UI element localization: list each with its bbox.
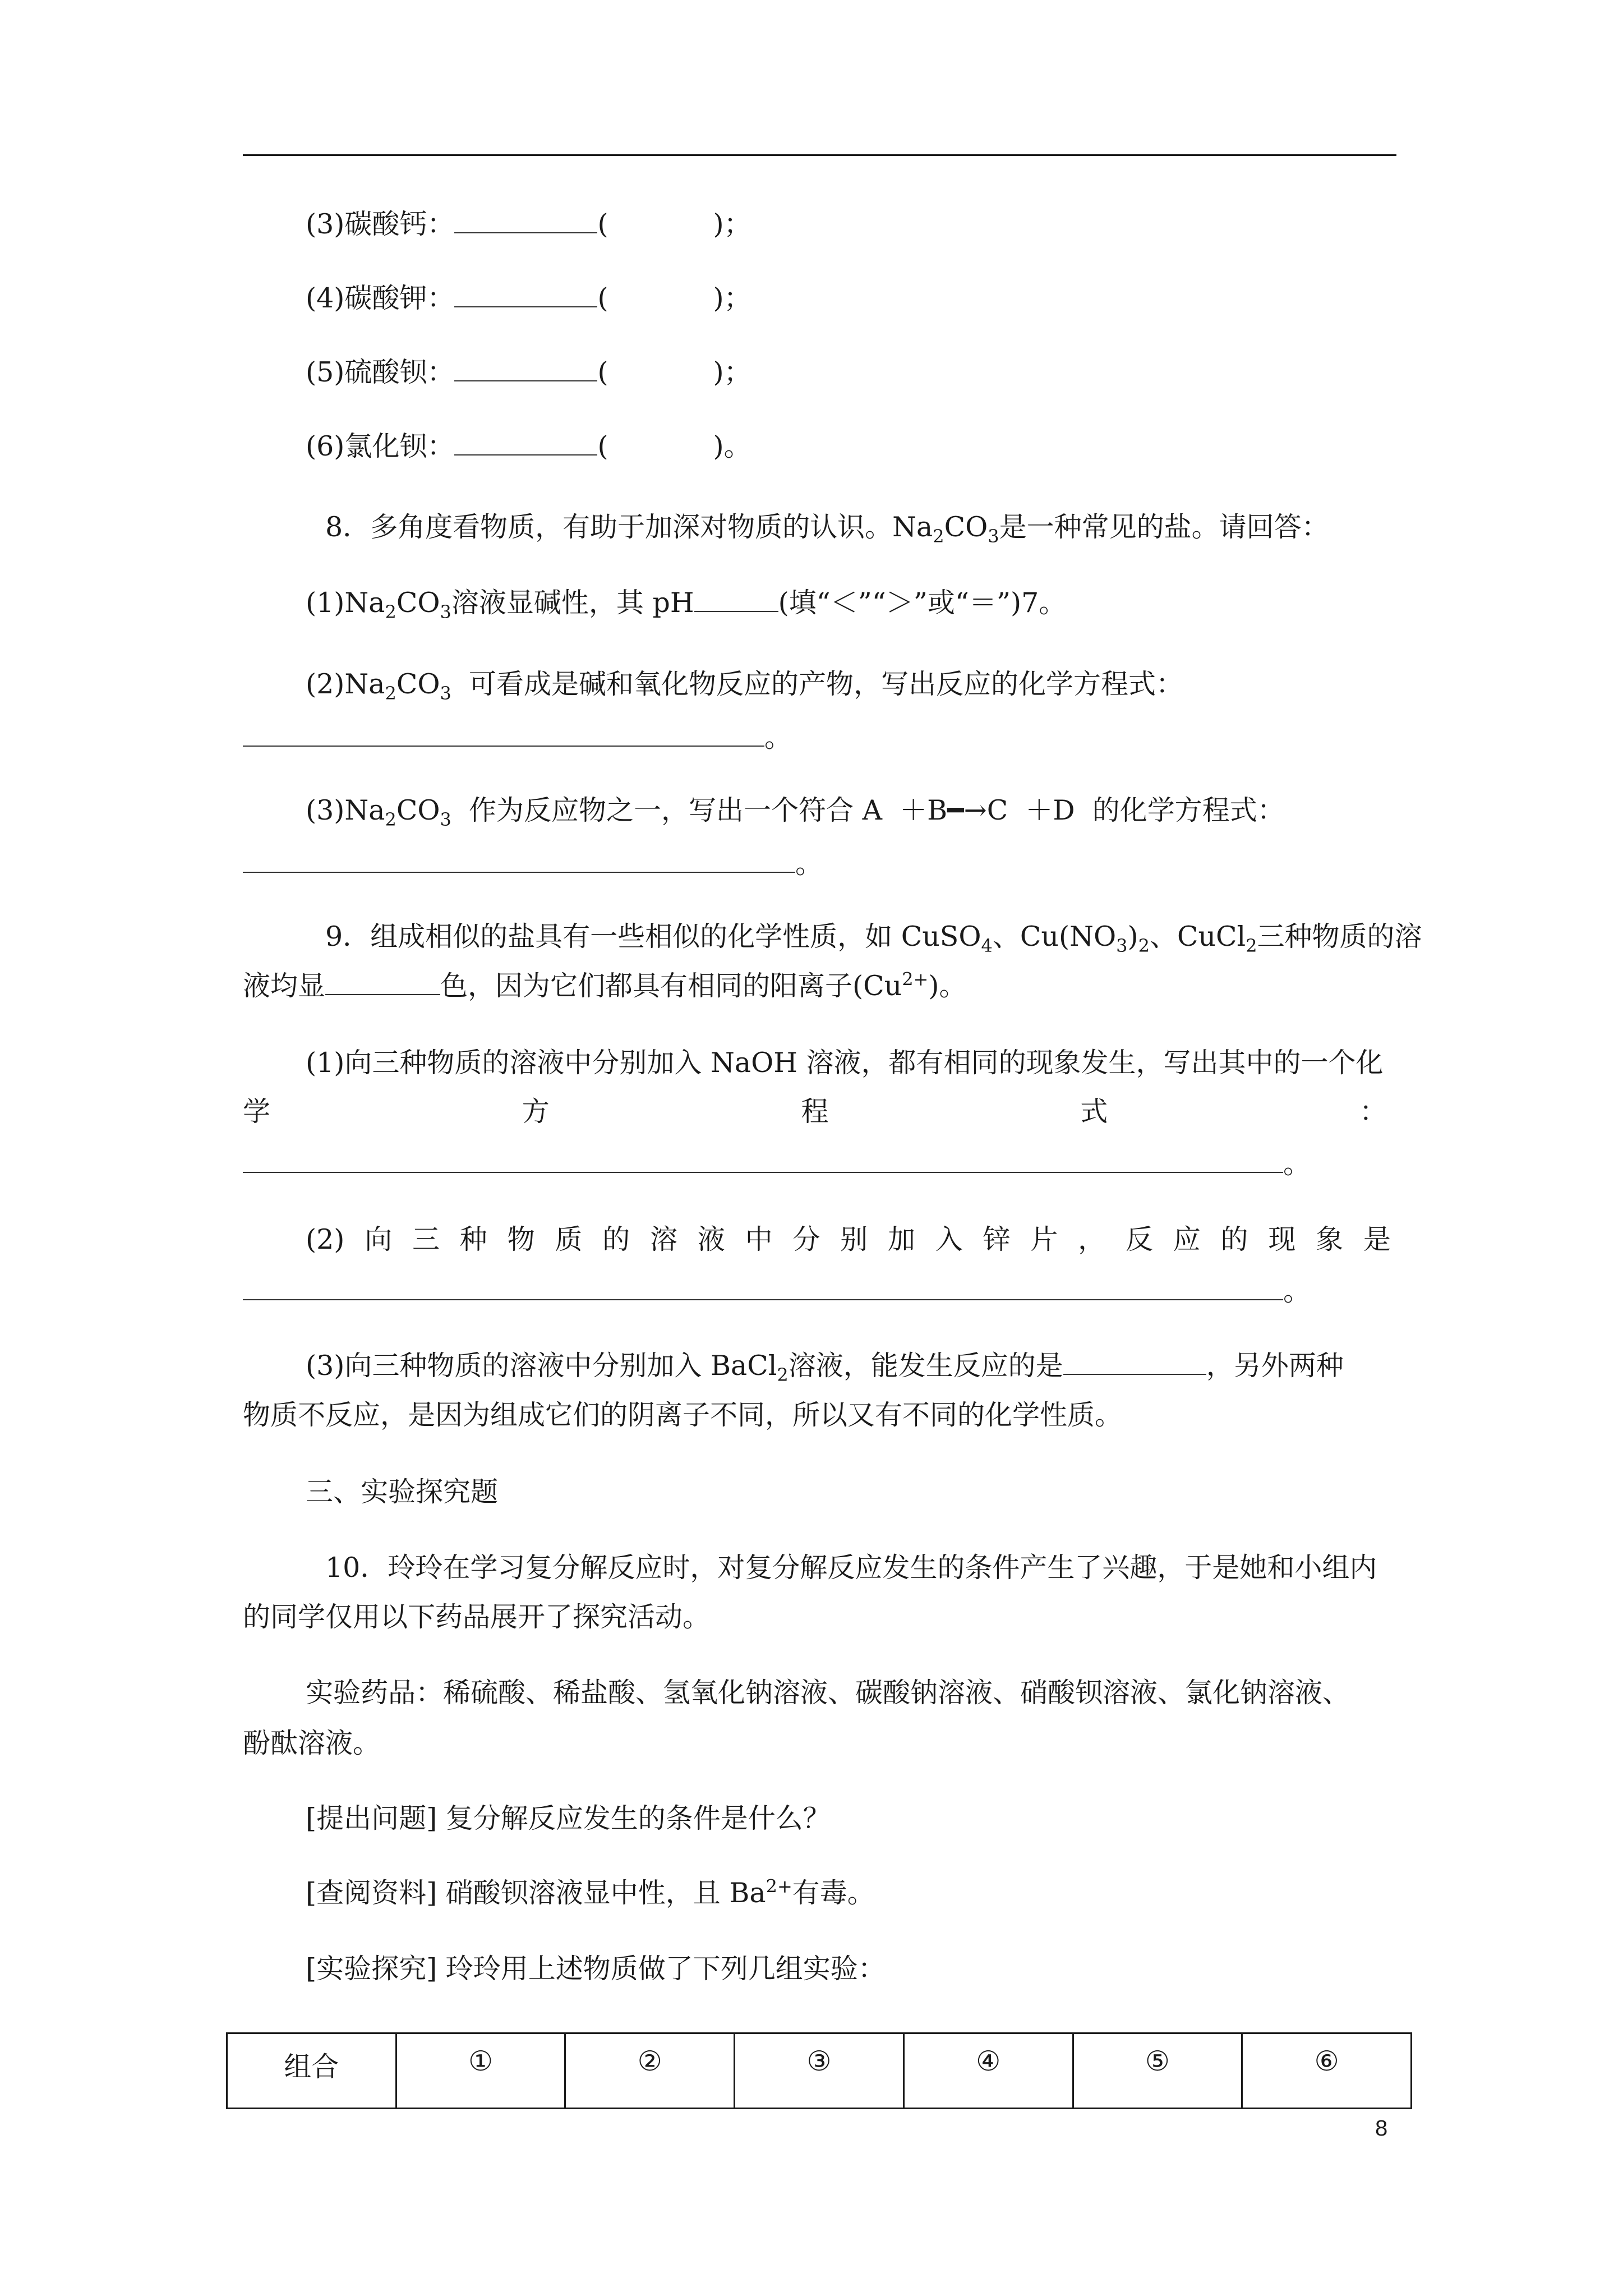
- q10-intro-line2: 的同学仅用以下药品展开了探究活动。: [243, 1601, 711, 1633]
- answer-blank[interactable]: [454, 430, 597, 455]
- answer-blank[interactable]: [1063, 1349, 1206, 1375]
- table-row: [227, 2033, 1412, 2109]
- answer-blank[interactable]: [243, 1274, 1283, 1300]
- q10-explore: [实验探究] 玲玲用上述物质做了下列几组实验：: [306, 1953, 886, 1985]
- q8-part1: $(1)Na_2CO_3$溶液显碱性，其 pH (填“＜”“＞”或“＝”)7。: [306, 587, 1067, 623]
- item-3: (3)碳酸钙： ( )；: [306, 208, 751, 240]
- q9-part2: (2) 向 三 种 物 质 的 溶 液 中 分 别 加 入 锌 片 ， 反 应 的 现 象 是: [306, 1223, 1391, 1255]
- item-4: (4)碳酸钾： ( )；: [306, 282, 751, 314]
- q9-intro: 9．组成相似的盐具有一些相似的化学性质，如 CuSO$_4$、$Cu(NO_3)_2$、CuCl$_2$三种物质的溶: [325, 921, 1422, 956]
- q9-part1: (1)向三种物质的溶液中分别加入 NaOH 溶液，都有相同的现象发生，写出其中的一个化: [306, 1047, 1384, 1079]
- table-cell: ③: [735, 2033, 904, 2109]
- q10-info: [查阅资料] 硝酸钡溶液显中性，且 $Ba^{2+}$有毒。: [306, 1875, 875, 1909]
- table-cell: ④: [903, 2033, 1073, 2109]
- q10-drugs-line2: 酚酞溶液。: [243, 1727, 381, 1759]
- table-cell: ⑤: [1073, 2033, 1242, 2109]
- answer-blank[interactable]: [454, 282, 597, 307]
- q8-part2: $(2)Na_2CO_3$ 可看成是碱和氧化物反应的产物，写出反应的化学方程式：: [306, 668, 1184, 704]
- table-cell: ⑥: [1242, 2033, 1412, 2109]
- q8-intro: 8．多角度看物质，有助于加深对物质的认识。$Na_2CO_3$是一种常见的盐。请回答：: [325, 511, 1329, 547]
- q9-intro-line2: 液均显 色，因为它们都具有相同的阳离子$(Cu^{2+})$。: [243, 968, 967, 1002]
- q9-part2-answer: 。: [243, 1274, 1311, 1308]
- answer-blank[interactable]: [325, 969, 440, 995]
- q10-intro: 10．玲玲在学习复分解反应时，对复分解反应发生的条件产生了兴趣，于是她和小组内: [325, 1552, 1377, 1584]
- answer-blank[interactable]: [243, 847, 795, 873]
- answer-blank[interactable]: [243, 721, 764, 747]
- answer-blank[interactable]: [454, 356, 597, 381]
- table-cell: 组合: [227, 2033, 396, 2109]
- q9-part3-line2: 物质不反应，是因为组成它们的阴离子不同，所以又有不同的化学性质。: [243, 1399, 1123, 1431]
- section-heading: 三、实验探究题: [306, 1476, 499, 1508]
- experiment-table: [226, 2032, 1412, 2109]
- q8-part2-answer: 。: [243, 721, 792, 754]
- answer-blank[interactable]: [694, 586, 778, 612]
- q9-part3: (3)向三种物质的溶液中分别加入 BaCl$_2$溶液，能发生反应的是 ，另外两种: [306, 1350, 1344, 1386]
- item-5: (5)硫酸钡： ( )；: [306, 356, 751, 388]
- header-rule: [243, 154, 1396, 156]
- q9-part1-answer: 。: [243, 1147, 1311, 1181]
- item-6: (6)氯化钡： ( )。: [306, 430, 751, 462]
- q10-question: [提出问题] 复分解反应发生的条件是什么？: [306, 1802, 831, 1834]
- page-number: 8: [1375, 2116, 1388, 2141]
- answer-blank[interactable]: [454, 208, 597, 233]
- q8-part3-answer: 。: [243, 847, 823, 881]
- q10-drugs: 实验药品：稀硫酸、稀盐酸、氢氧化钠溶液、碳酸钠溶液、硝酸钡溶液、氯化钠溶液、: [306, 1677, 1350, 1709]
- answer-blank[interactable]: [243, 1147, 1283, 1173]
- q8-part3: $(3)Na_2CO_3$ 作为反应物之一，写出一个符合 A ＋B━→C ＋D 的化学方程式：: [306, 794, 1285, 830]
- table-cell: ①: [396, 2033, 565, 2109]
- q9-part1-spaced: 学 方 程 式 ：: [243, 1096, 1387, 1128]
- table-cell: ②: [565, 2033, 735, 2109]
